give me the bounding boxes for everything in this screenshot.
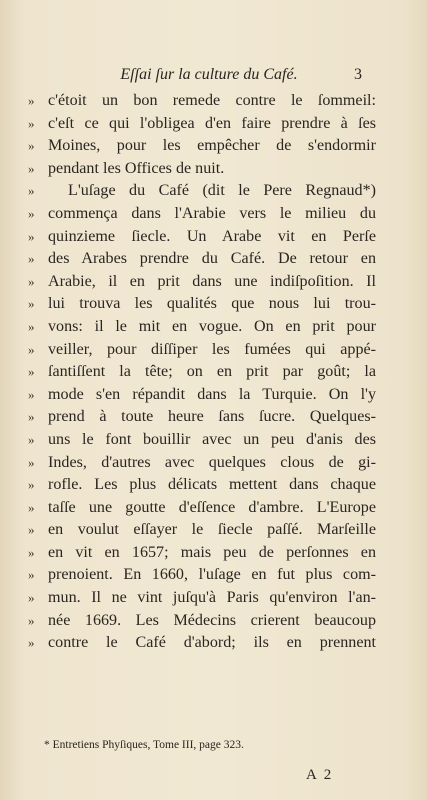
- text-line: [28, 564, 376, 587]
- quotation-mark: »: [28, 183, 35, 199]
- text-line: [28, 519, 376, 542]
- line-text: prend à toute heure ſans ſucre. Quelques-: [48, 408, 376, 426]
- quotation-mark: »: [28, 612, 35, 628]
- line-text: en voulut eſſayer le ſiecle paſſé. Marſeille: [48, 521, 376, 539]
- text-line: [28, 226, 376, 249]
- signature-mark: A 2: [306, 767, 334, 783]
- quotation-mark: »: [28, 205, 35, 221]
- quotation-mark: »: [28, 296, 35, 312]
- quotation-mark: »: [28, 544, 35, 560]
- line-text: en vit en 1657; mais peu de perſonnes en: [48, 543, 376, 561]
- line-text: c'étoit un bon remede contre le ſommeil:: [48, 92, 376, 109]
- line-text: veiller, pour diſſiper les fumées qui appé-: [48, 340, 376, 358]
- quotation-mark: »: [28, 499, 35, 515]
- quotation-mark: »: [28, 318, 35, 334]
- line-text: pendant les Offices de nuit.: [48, 159, 225, 177]
- line-text: Indes, d'autres avec quelques clous de gi-: [48, 453, 376, 471]
- text-line: [28, 406, 376, 429]
- text-line: [28, 113, 376, 136]
- quotation-mark: »: [28, 590, 35, 606]
- quotation-mark: »: [28, 138, 35, 154]
- quotation-mark: »: [28, 341, 35, 357]
- text-line: [28, 180, 376, 203]
- running-title: Eſſai ſur la culture du Café.: [120, 66, 298, 83]
- text-line: [28, 587, 376, 610]
- line-text: des Arabes prendre du Café. De retour en: [48, 250, 376, 268]
- body-text: [28, 90, 376, 655]
- quotation-mark: »: [28, 386, 35, 402]
- text-line: [28, 497, 376, 520]
- quotation-mark: »: [28, 93, 35, 108]
- line-text: mun. Il ne vint juſqu'à Paris qu'environ l'an-: [48, 589, 376, 607]
- line-text: vons: il le mit en vogue. On en prit pour: [48, 317, 376, 335]
- text-line: [28, 248, 376, 271]
- text-line: [28, 158, 376, 181]
- line-text: L'uſage du Café (dit le Pere Regnaud*): [68, 182, 376, 200]
- text-line: [28, 135, 376, 158]
- line-text: mode s'en répandit dans la Turquie. On l'y: [48, 385, 376, 403]
- text-line: [28, 339, 376, 362]
- text-line: [28, 474, 376, 497]
- quotation-mark: »: [28, 409, 35, 425]
- line-text: contre le Café d'abord; ils en prennent: [48, 634, 376, 652]
- quotation-mark: »: [28, 567, 35, 583]
- quotation-mark: »: [28, 228, 35, 244]
- line-text: uns le font bouillir avec un peu d'anis des: [48, 430, 376, 448]
- text-line: [28, 452, 376, 475]
- quotation-mark: »: [28, 160, 35, 176]
- footnote: * Entretiens Phyſiques, Tome III, page 323.: [44, 739, 244, 751]
- quotation-mark: »: [28, 522, 35, 538]
- quotation-mark: »: [28, 635, 35, 651]
- line-text: lui trouva les qualités que nous lui trou-: [48, 295, 376, 313]
- text-line: [28, 90, 376, 113]
- line-text: Arabie, il en prit dans une indiſpoſition. Il: [48, 272, 376, 290]
- line-text: quinzieme ſiecle. Un Arabe vit en Perſe: [48, 227, 376, 245]
- quotation-mark: »: [28, 273, 35, 289]
- text-line: [28, 542, 376, 565]
- quotation-mark: »: [28, 115, 35, 131]
- line-text: Moines, pour les empêcher de s'endormir: [48, 137, 376, 155]
- line-text: rofle. Les plus délicats mettent dans chaque: [48, 476, 376, 494]
- page-number: 3: [354, 66, 362, 83]
- quotation-mark: »: [28, 454, 35, 470]
- text-line: [28, 361, 376, 384]
- quotation-mark: »: [28, 477, 35, 493]
- text-line: [28, 632, 376, 655]
- line-text: née 1669. Les Médecins crierent beaucoup: [48, 611, 376, 629]
- text-line: [28, 429, 376, 452]
- line-text: c'eſt ce qui l'obligea d'en faire prendre à ſes: [48, 114, 376, 132]
- quotation-mark: »: [28, 364, 35, 380]
- quotation-mark: »: [28, 431, 35, 447]
- quotation-mark: »: [28, 251, 35, 267]
- text-line: [28, 384, 376, 407]
- line-text: ſantiſſent la tête; on en prit par goût; la: [48, 363, 376, 381]
- text-line: [28, 316, 376, 339]
- line-text: prenoient. En 1660, l'uſage en fut plus com-: [48, 566, 376, 584]
- line-text: commença dans l'Arabie vers le milieu du: [48, 204, 376, 222]
- text-line: [28, 610, 376, 633]
- text-line: [28, 271, 376, 294]
- running-head: [0, 64, 427, 86]
- text-line: [28, 293, 376, 316]
- text-line: [28, 203, 376, 226]
- line-text: taſſe une goutte d'eſſence d'ambre. L'Europe: [48, 498, 376, 516]
